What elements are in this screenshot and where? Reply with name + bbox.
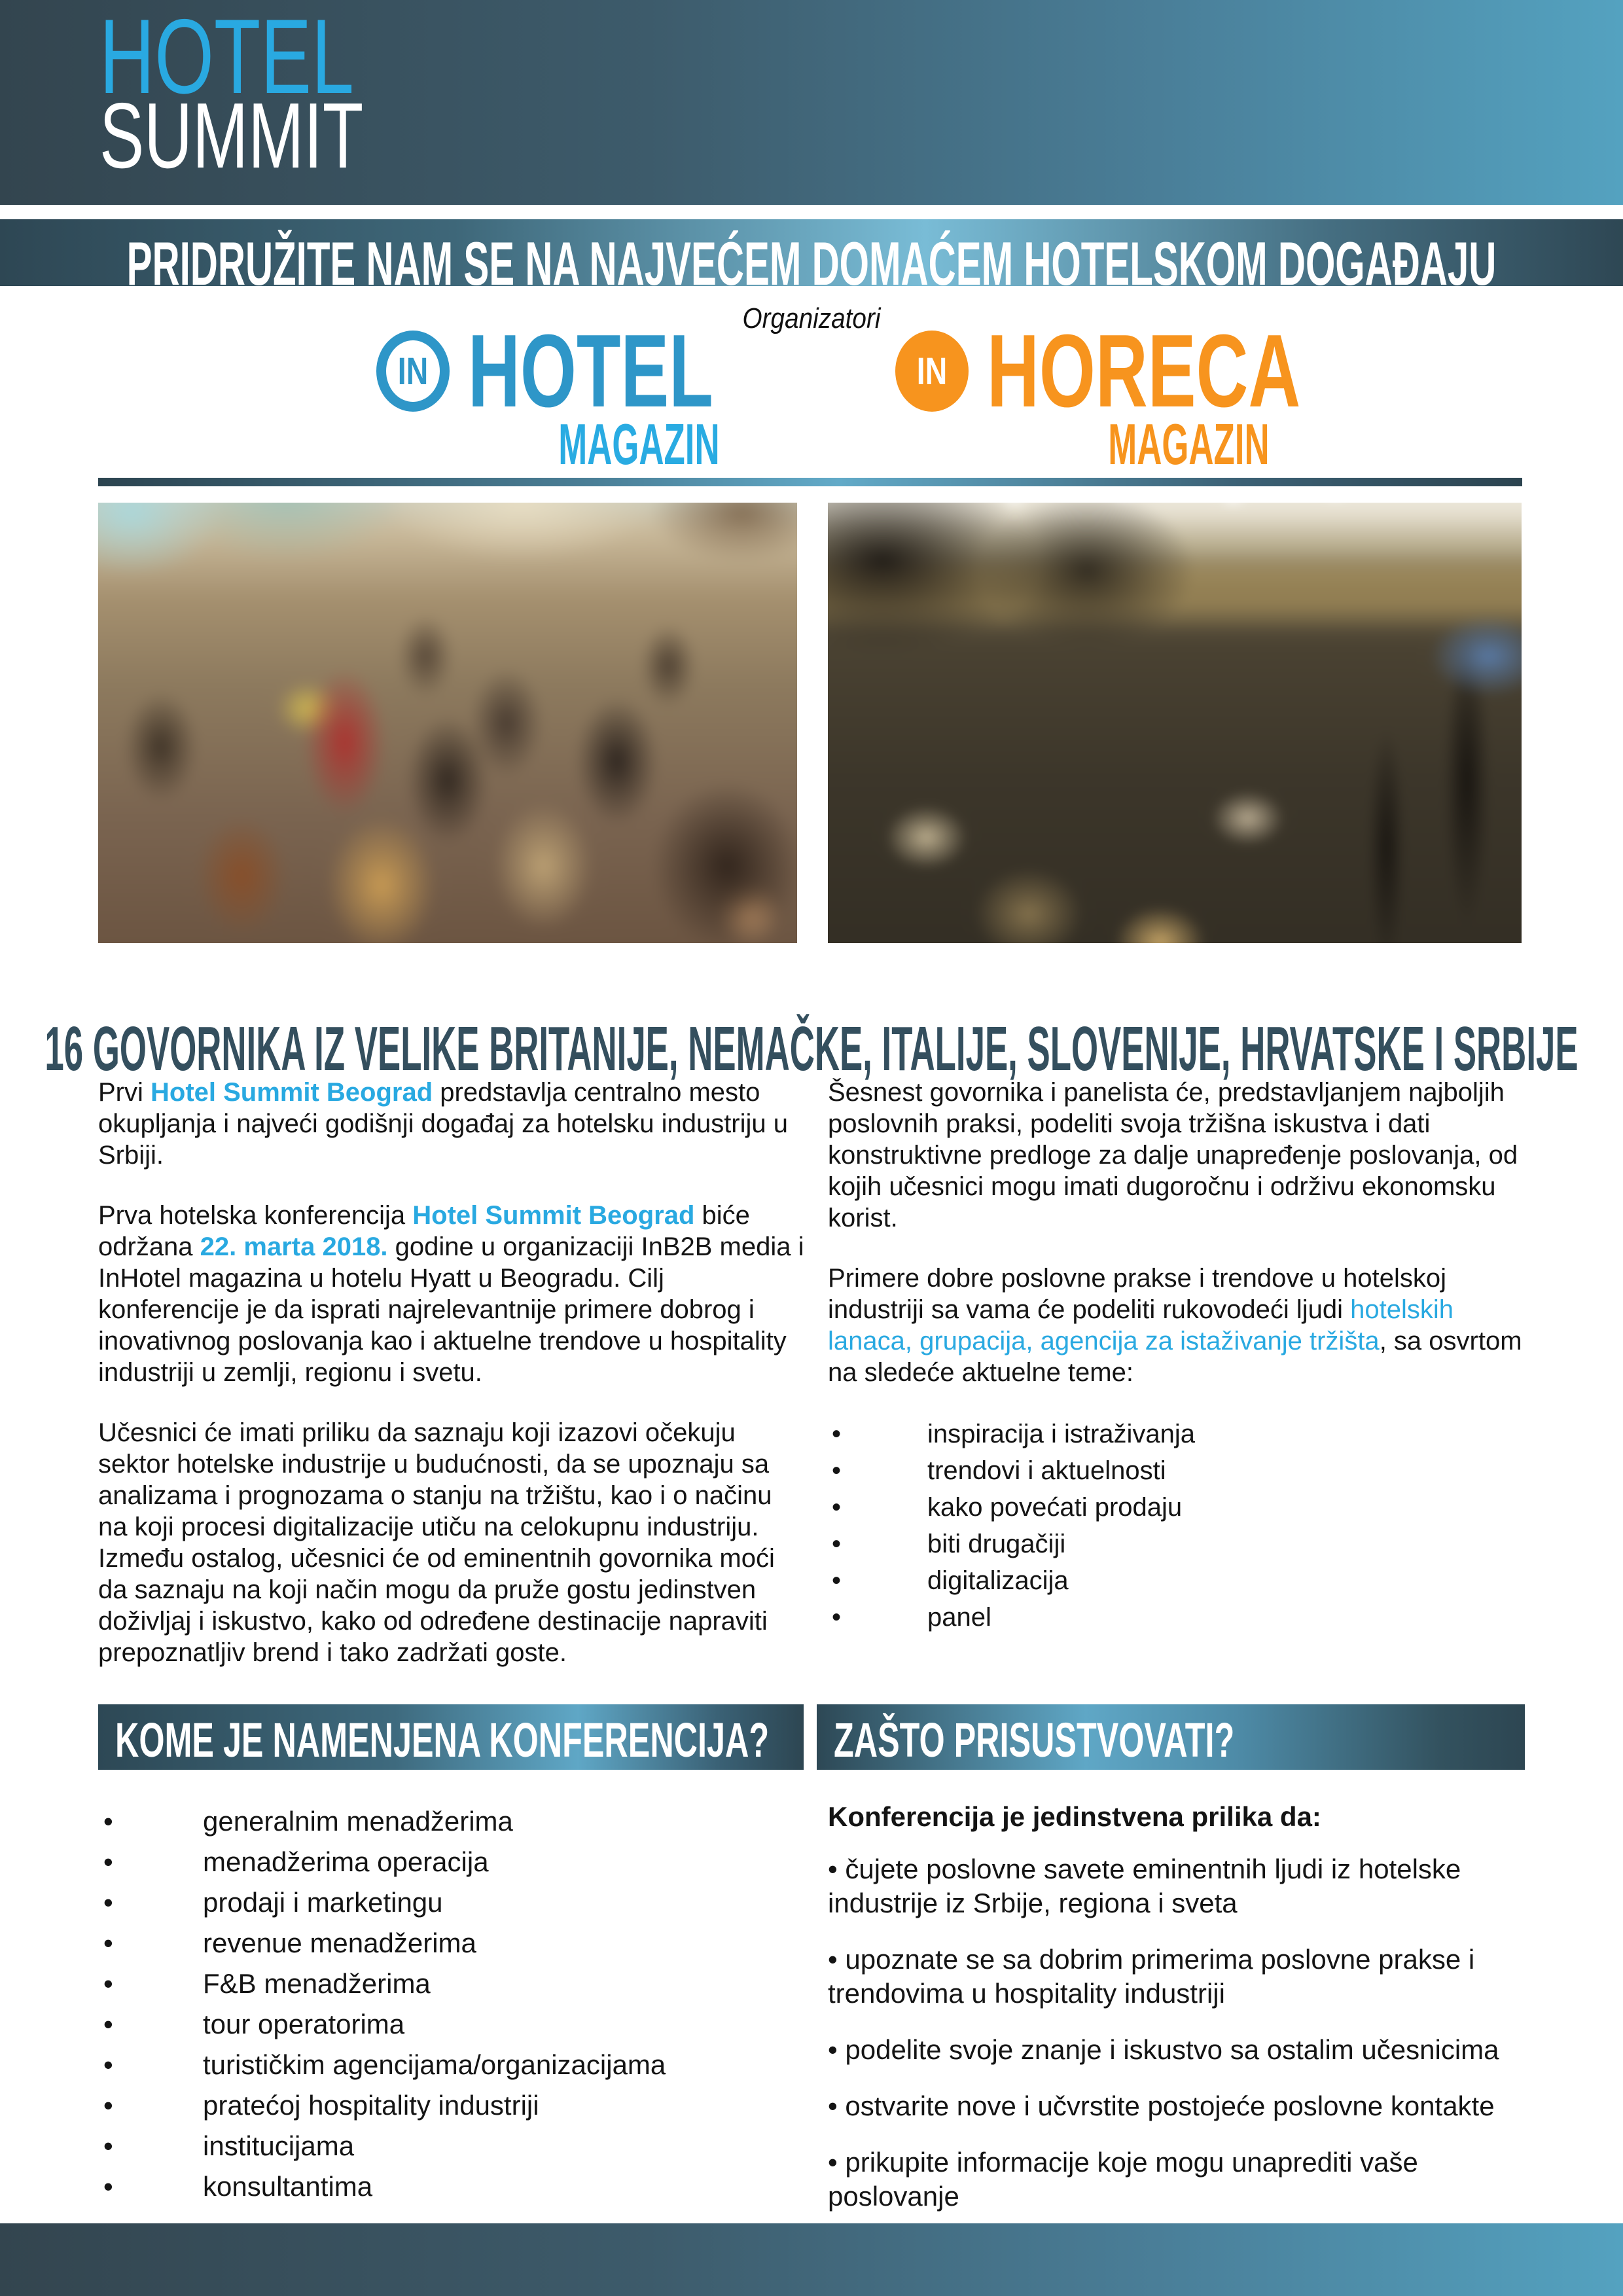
topic-item: • trendovi i aktuelnosti [828,1455,1543,1486]
inhotel-logo-sub: MAGAZIN [558,412,720,476]
audience-item: • turističkim agencijama/organizacijama [98,2045,805,2085]
topic-item: • biti drugačiji [828,1528,1543,1560]
text-segment: Primere dobre poslovne prakse i trendove u hotelskoj industriji sa vama će podeliti rukovodeći ljudi [828,1264,1446,1324]
inhotel-logo-sub-wrap [376,412,720,476]
organizers-label: Organizatori [742,302,881,334]
why-attend-intro: Konferencija je jedinstvena prilika da: [828,1801,1321,1832]
audience-item: • institucijama [98,2126,805,2166]
audience-item: • pratećoj hospitality industriji [98,2085,805,2126]
audience-item: • menadžerima operacija [98,1842,805,1882]
conference-photo-left [98,503,797,943]
brand-word-hotel: HOTEL [99,0,354,116]
intro-column-left [98,1077,808,1697]
paragraph [98,1417,808,1668]
audience-item: • F&B menadžerima [98,1964,805,2004]
text-segment: Šesnest govornika i panelista će, predstavljanjem najboljih poslovnih praksi, podeliti svoja tržišna iskustva i dati konstruktivne predloge za dalje unapređenje poslovanja, od kojih učesnici mogu imati dugoročnu i održivu ekonomsku korist. [828,1078,1518,1232]
paragraph [98,1200,808,1388]
why-attend-item: • ostvarite nove i učvrstite postojeće poslovne kontakte [828,2089,1548,2123]
text-segment: Prva hotelska konferencija [98,1201,413,1230]
topic-item: • digitalizacija [828,1565,1543,1596]
accent-segment: 22. marta 2018. [200,1232,388,1261]
why-attend-item: • upoznate se sa dobrim primerima poslovne prakse i trendovima u hospitality industriji [828,1943,1548,2011]
why-attend-item: • čujete poslovne savete eminentnih ljudi iz hotelske industrije iz Srbije, regiona i sveta [828,1852,1548,1920]
main-heading: 16 GOVORNIKA IZ VELIKE BRITANIJE, NEMAČKE, ITALIJE, SLOVENIJE, HRVATSKE I SRBIJE [45,1014,1578,1084]
inhotel-badge-icon [376,331,450,412]
inhoreca-logo-name: HORECA [987,314,1301,429]
topics-list [828,1418,1543,1633]
audience-list [98,1801,805,2207]
photo-left-art [98,503,797,943]
audience-item: • prodaji i marketingu [98,1882,805,1923]
accent-segment: Hotel Summit Beograd [412,1201,695,1230]
paragraph [828,1263,1543,1388]
accent-segment: Hotel Summit Beograd [151,1078,433,1107]
topic-item: • kako povećati prodaju [828,1492,1543,1523]
text-segment: biće održana [98,1201,750,1261]
photo-right-art [828,503,1522,943]
paragraph [828,1077,1543,1234]
inhoreca-badge-icon [895,331,969,412]
text-segment: Učesnici će imati priliku da saznaju koji izazovi očekuju sektor hotelske industrije u budućnosti, da se upoznaju sa analizama i prognozama o stanju na tržištu, kao i o načinu na koji procesi digitalizacije utiču na celokupnu industriju. Između ostalog, učesnici će od eminentnih govornika moći da saznaju na koji način mogu da pruže gostu jedinstven doživljaj i iskustvo, kako od određene destinacije napraviti prepoznatljiv brend i tako zadržati goste. [98,1418,775,1667]
inhoreca-logo-sub: MAGAZIN [1108,412,1270,476]
inhotel-logo-name: HOTEL [468,314,713,429]
audience-item: • konsultantima [98,2166,805,2207]
header-band [0,0,1623,205]
banner-text: PRIDRUŽITE NAM SE NA NAJVEĆEM DOMAĆEM HOTELSKOM DOGAĐAJU [126,229,1497,298]
topic-item: • inspiracija i istraživanja [828,1418,1543,1450]
accent-segment: hotelskih lanaca, grupacija, agencija za istaživanje tržišta [828,1295,1454,1355]
paragraph [98,1077,808,1171]
why-attend-block [828,1801,1548,2236]
conference-photo-right [828,503,1522,943]
audience-item: • generalnim menadžerima [98,1801,805,1842]
text-segment: predstavlja centralno mesto okupljanja i najveći godišnji događaj za hotelsku industriju u Srbiji. [98,1078,789,1170]
why-attend-list [828,1852,1548,2214]
text-segment: Prvi [98,1078,151,1107]
section-bar-kome [98,1704,804,1770]
topic-item: • panel [828,1602,1543,1633]
audience-item: • revenue menadžerima [98,1923,805,1964]
divider-rule [98,478,1522,486]
text-segment: godine u organizaciji InB2B media i InHotel magazina u hotelu Hyatt u Beogradu. Cilj konferencije je da isprati najrelevantnije primere dobrog i inovativnog poslovanja kao i aktuelne trendove u hospitality industriji u zemlji, regionu i svetu. [98,1232,804,1387]
section-title-kome: KOME JE NAMENJENA KONFERENCIJA? [115,1713,770,1767]
why-attend-item: • prikupite informacije koje mogu unaprediti vaše poslovanje [828,2145,1548,2214]
intro-column-right [828,1077,1543,1638]
inhoreca-logo-sub-wrap [895,412,1270,476]
text-segment: , sa osvrtom na sledeće aktuelne teme: [828,1327,1522,1387]
why-attend-item: • podelite svoje znanje i iskustvo sa ostalim učesnicima [828,2033,1548,2067]
join-banner [0,219,1623,298]
brand-word-summit: SUMMIT [99,84,364,188]
footer-band [0,2223,1623,2296]
inhotel-badge-text: IN [397,350,429,393]
inhoreca-badge-text: IN [916,350,948,393]
audience-item: • tour operatorima [98,2004,805,2045]
section-bar-zasto [817,1704,1525,1770]
hotel-summit-logo [99,0,466,188]
section-title-zasto: ZAŠTO PRISUSTVOVATI? [834,1713,1235,1767]
